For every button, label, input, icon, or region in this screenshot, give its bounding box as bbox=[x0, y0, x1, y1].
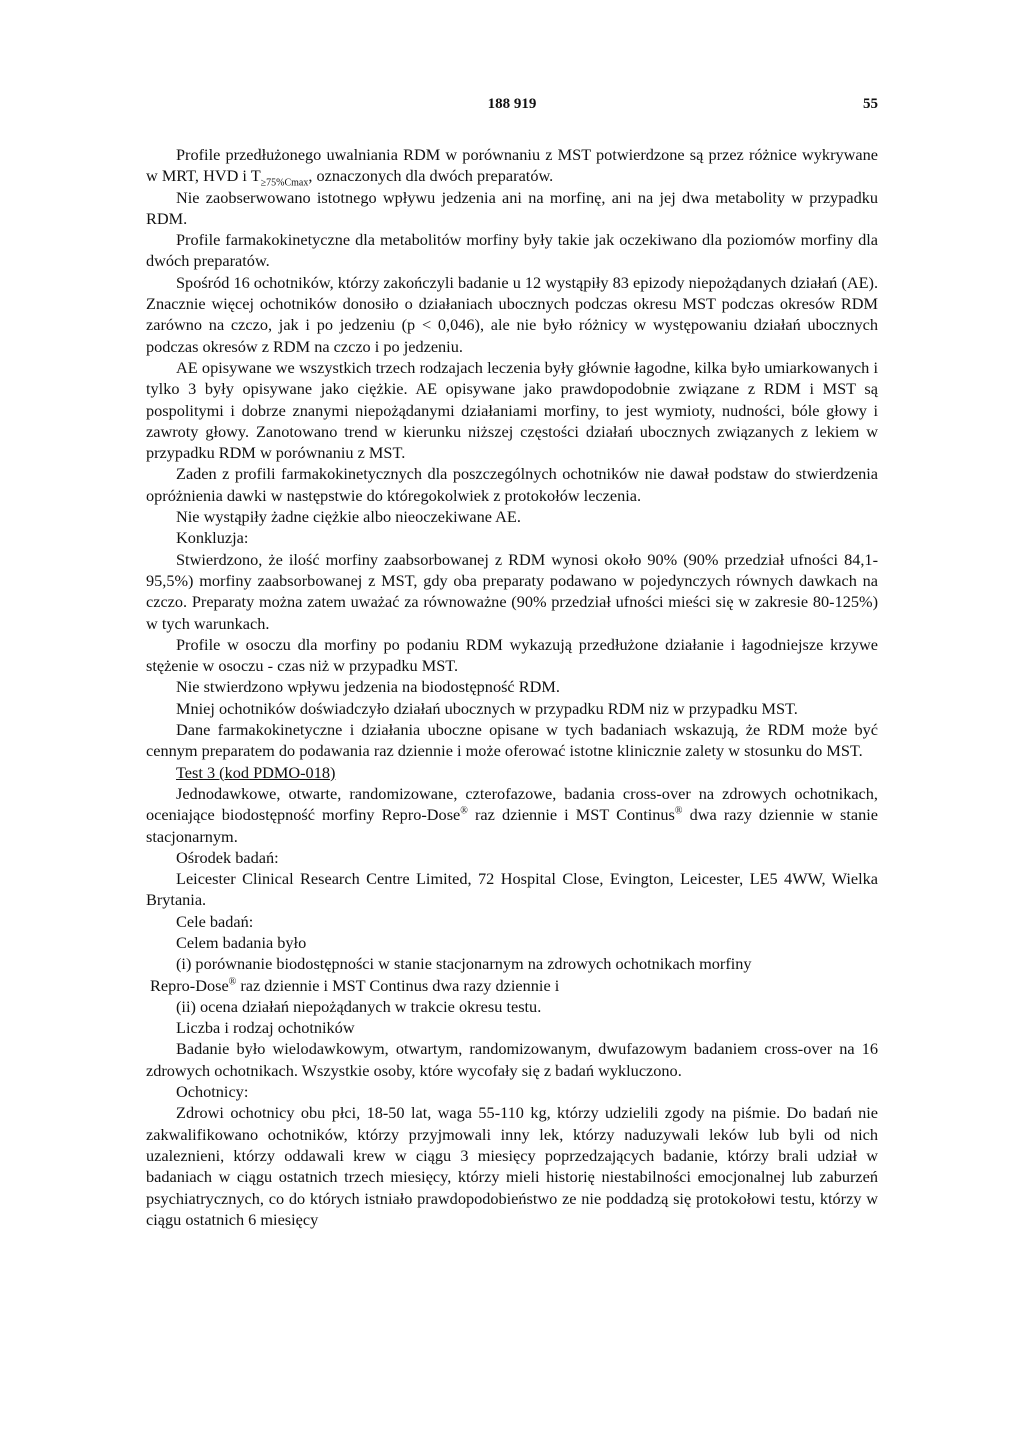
paragraph-10: Nie stwierdzono wpływu jedzenia na biodostępność RDM. bbox=[176, 677, 560, 697]
heading-conclusion: Konkluzja: bbox=[176, 528, 249, 548]
paragraph-15: Celem badania było bbox=[176, 932, 307, 952]
paragraph-6: Zaden z profili farmakokinetycznych dla poszczególnych ochotników nie dawał podstaw do stwierdzenia opróżnienia dawki w następstwie do któregokolwiek z protokołów leczenia. bbox=[146, 464, 878, 505]
paragraph-3: Profile farmakokinetyczne dla metabolitów morfiny były takie jak oczekiwano dla poziomów morfiny dla dwóch preparatów. bbox=[146, 230, 878, 271]
page-number: 55 bbox=[863, 96, 878, 112]
document-number: 188 919 bbox=[487, 96, 537, 112]
heading-test-3: Test 3 (kod PDMO-018) bbox=[176, 762, 336, 782]
document-body bbox=[146, 144, 878, 1230]
heading-volunteers: Ochotnicy: bbox=[176, 1082, 249, 1102]
paragraph-12: Dane farmakokinetyczne i działania uboczne opisane w tych badaniach wskazują, że RDM może być cennym preparatem do podawania raz dziennie i może oferować istotne klinicznie zalety w stosunku do MST. bbox=[146, 720, 878, 761]
paragraph-19: Badanie było wielodawkowym, otwartym, randomizowanym, dwufazowym badaniem cross-over na 16 zdrowych ochotnikach. Wszystkie osoby, które wycofały się z badań wykluczono. bbox=[146, 1039, 878, 1080]
heading-volunteer-count: Liczba i rodzaj ochotników bbox=[176, 1018, 355, 1038]
paragraph-20: Zdrowi ochotnicy obu płci, 18-50 lat, waga 55-110 kg, którzy udzielili zgody na piśmie. Do badań nie zakwalifikowano ochotników, którzy przyjmowali inny lek, którzy naduzywali leków lub byli od nich uzaleznieni, którzy oddawali krew w ciągu 3 miesięcy poprzedzających badanie, którzy brali udział w badaniach w ciągu ostatnich trzech miesięcy, którzy mieli historię niestabilności emocjonalnej lub zaburzeń psychiatrycznych, co do których istniało prawdopodobieństwo ze nie poddadzą się protokołowi testu, którzy w ciągu ostatnich 6 miesięcy bbox=[146, 1103, 878, 1229]
paragraph-18: (ii) ocena działań niepożądanych w trakcie okresu testu. bbox=[176, 996, 542, 1016]
paragraph-14: Leicester Clinical Research Centre Limited, 72 Hospital Close, Evington, Leicester, LE5 4WW, Wielka Brytania. bbox=[146, 869, 878, 910]
paragraph-11: Mniej ochotników doświadczyło działań ubocznych w przypadku RDM niz w przypadku MST. bbox=[176, 698, 798, 718]
paragraph-9: Profile w osoczu dla morfiny po podaniu RDM wykazują przedłużone działanie i łagodniejsze krzywe stężenie w osoczu - czas niż w przypadku MST. bbox=[146, 634, 878, 676]
paragraph-17: Repro-Dose® raz dziennie i MST Continus dwa razy dziennie i bbox=[150, 975, 560, 995]
paragraph-2: Nie zaobserwowano istotnego wpływu jedzenia ani na morfinę, ani na jej dwa metabolity w przypadku RDM. bbox=[146, 187, 878, 228]
paragraph-5: AE opisywane we wszystkich trzech rodzajach leczenia były głównie łagodne, kilka było umiarkowanych i tylko 3 były opisywane jako ciężkie. AE opisywane jako prawdopodobnie związane z RDM i MST są pospolitymi i dobrze znanymi niepożądanymi działaniami morfiny, to jest wymioty, nudności, bóle głowy i zawroty głowy. Zanotowano trend w kierunku niższej częstości działań ubocznych związanych z lekiem w przypadku RDM w porównaniu z MST. bbox=[146, 357, 878, 463]
page-header bbox=[146, 96, 878, 120]
paragraph-16: (i) porównanie biodostępności w stanie stacjonarnym na zdrowych ochotnikach morfiny bbox=[176, 954, 752, 974]
paragraph-4: Spośród 16 ochotników, którzy zakończyli badanie u 12 wystąpiły 83 epizody niepożądanych działań (AE). Znacznie więcej ochotników donosiło o działaniach ubocznych podczas okresu MST podczas okresów RDM zarówno na czczo, jak i po jedzeniu (p < 0,046), ale nie było różnicy w występowaniu działań ubocznych podczas okresów z RDM na czczo i po jedzeniu. bbox=[146, 272, 879, 356]
heading-site: Ośrodek badań: bbox=[176, 847, 279, 867]
paragraph-1: Profile przedłużonego uwalniania RDM w porównaniu z MST potwierdzone są przez różnice wykrywane w MRT, HVD i $T_{\ge 75\%Cmax}$, oznaczonych dla dwóch preparatów. bbox=[146, 145, 878, 189]
paragraph-8: Stwierdzono, że ilość morfiny zaabsorbowanej z RDM wynosi około 90% (90% przedział ufności 84,1-95,5%) morfiny zaabsorbowanej z MST, gdy oba preparaty podawano w pojedynczych równych dawkach na czczo. Preparaty można zatem uważać za równoważne (90% przedział ufności mieści się w zakresie 80-125%) w tych warunkach. bbox=[146, 549, 878, 633]
paragraph-13: Jednodawkowe, otwarte, randomizowane, czterofazowe, badania cross-over na zdrowych ochotnikach, oceniające biodostępność morfiny Repro-Dose® raz dziennie i MST Continus® dwa razy dziennie w stanie stacjonarnym. bbox=[146, 783, 878, 846]
paragraph-7: Nie wystąpiły żadne ciężkie albo nieoczekiwane AE. bbox=[176, 507, 521, 527]
heading-objectives: Cele badań: bbox=[176, 911, 254, 931]
